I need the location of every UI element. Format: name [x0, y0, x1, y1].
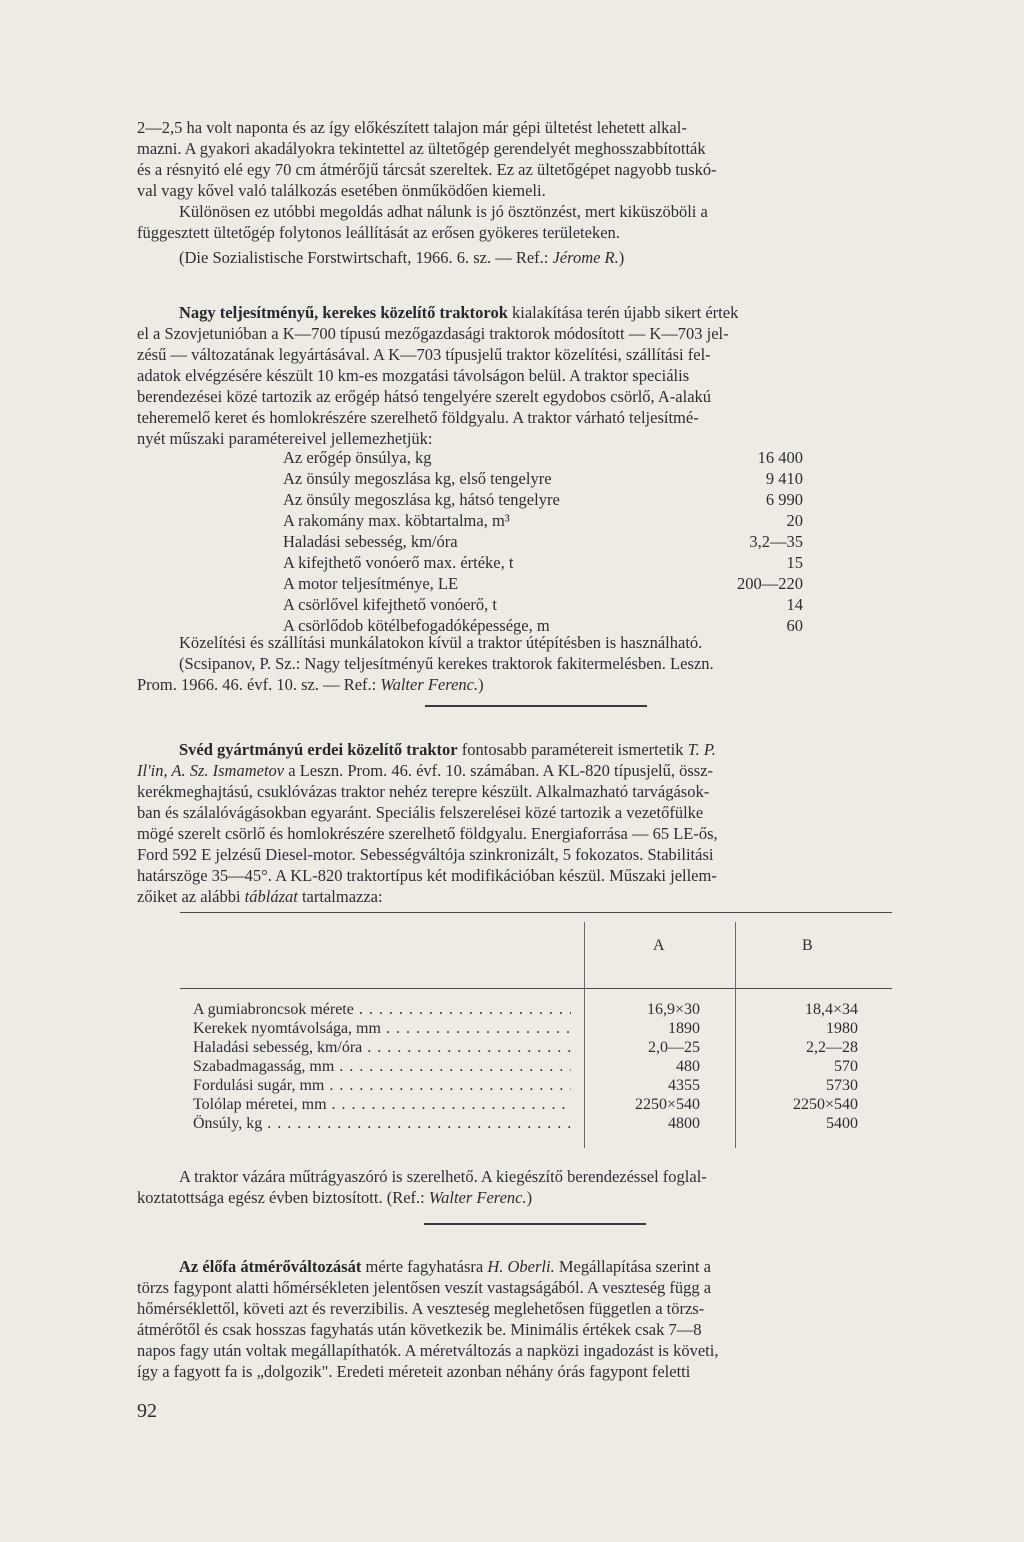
section-divider [424, 1223, 646, 1225]
article-4-line: átmérőtől és csak hosszas fagyhatás után következik be. Minimális értékek csak 7—8 [137, 1320, 702, 1339]
table-row [193, 1057, 873, 1076]
table-row [193, 1114, 873, 1133]
spec-value: 20 [786, 511, 803, 530]
article-2-line: adatok elvégzésére készült 10 km-es mozgatási távolságon belül. A traktor speciális [137, 366, 690, 385]
reference-text: (Die Sozialistische Forstwirtschaft, 1966. 6. sz. — Ref.: [179, 248, 553, 267]
article-2-line: el a Szovjetunióban a K—700 típusú mezőgazdasági traktorok módosított — K—703 jel- [137, 324, 729, 343]
spec-row [283, 489, 803, 510]
article-3-authors: Il'in, A. Sz. Ismametov [137, 761, 285, 780]
table-header-b: B [802, 937, 813, 954]
reference-text: koztatottsága egész évben biztosított. (Ref.: [137, 1188, 429, 1207]
article-3-line: határszöge 35—45°. A KL-820 traktortípus két modifikációban készül. Műszaki jellem- [137, 866, 717, 885]
reference-text: Prom. 1966. 46. évf. 10. sz. — Ref.: [137, 675, 381, 694]
article-2-line: nyét műszaki paramétereivel jellemezhetjük: [137, 429, 433, 448]
spec-label: A csörlővel kifejthető vonóerő, t [283, 595, 497, 614]
article-2-line: zésű — változatának legyártásával. A K—703 típusjelű traktor közelítési, szállítási fel- [137, 345, 711, 364]
reference-author: Jérome R. [552, 248, 619, 267]
spec-label: A motor teljesítménye, LE [283, 574, 459, 593]
table-row-label: Tolólap méretei, mm . . . [193, 1095, 571, 1114]
section-divider [425, 705, 647, 707]
article-1-para2-line: Különösen ez utóbbi megoldás adhat nálunk is jó ösztönzést, mert kiküszöböli a [179, 202, 708, 221]
spec-value: 15 [786, 553, 803, 572]
reference-author: Walter Ferenc. [428, 1188, 527, 1207]
article-4-line: hőmérséklettől, követi azt és reverzibilis. A veszteség meglehetősen független a törzs- [137, 1299, 705, 1318]
article-3 [137, 739, 934, 907]
reference-end: ) [618, 248, 625, 267]
article-3-line-text: zőiket az alábbi [137, 887, 245, 906]
table-top-rule [180, 912, 892, 913]
spec-value: 6 990 [765, 490, 803, 509]
article-3-title: Svéd gyártmányú erdei közelítő traktor [179, 740, 458, 759]
article-2-reference-line [137, 674, 934, 695]
table-cell-b: 2250×540 [792, 1096, 858, 1113]
article-3-italic: táblázat [244, 887, 298, 906]
table-header-rule [180, 988, 892, 989]
table-header-a: A [653, 937, 665, 954]
table-cell-a: 2250×540 [634, 1096, 700, 1113]
table-cell-b: 18,4×34 [804, 1001, 858, 1018]
table-row-label: Fordulási sugár, mm . . . [193, 1076, 571, 1095]
spec-label: Az önsúly megoszlása kg, első tengelyre [283, 469, 552, 488]
article-2-closing-line: Közelítési és szállítási munkálatokon kívül a traktor útépítésben is használható. [179, 633, 703, 652]
spec-value: 9 410 [765, 469, 803, 488]
article-2-line: berendezései közé tartozik az erőgép hátsó tengelyére szerelt egydobos csörlő, A-alakú [137, 387, 712, 406]
article-2-reference-line: (Scsipanov, P. Sz.: Nagy teljesítményű kerekes traktorok fakitermelésben. Leszn. [179, 654, 714, 673]
article-1-line: és a résnyitó elé egy 70 cm átmérőjű tárcsát szereltek. Ez az ültetőgépet nagyobb tuskó- [137, 160, 717, 179]
article-1-para2-line: függesztett ültetőgép folytonos leállítását az erősen gyökeres területeken. [137, 223, 620, 242]
article-3-line [137, 739, 934, 760]
article-3-line: mögé szerelt csörlő és homlokrészére szerelhető földgyalu. Energiaforrása — 65 LE-ős, [137, 824, 718, 843]
table-row-label: A gumiabroncsok mérete . . . [193, 1000, 571, 1019]
article-3-line [137, 886, 934, 907]
table-cell-b: 5400 [826, 1115, 858, 1132]
article-3-line: Ford 592 E jelzésű Diesel-motor. Sebességváltója szinkronizált, 5 fokozatos. Stabilitási [137, 845, 714, 864]
spec-row [283, 510, 803, 531]
spec-value: 60 [786, 616, 803, 635]
article-3-closing [137, 1166, 934, 1208]
spec-label: A kifejthető vonóerő max. értéke, t [283, 553, 514, 572]
table-cell-b: 570 [834, 1058, 858, 1075]
table-row-label: Kerekek nyomtávolsága, mm . . . [193, 1019, 571, 1038]
table-cell-a: 2,0—25 [648, 1039, 700, 1056]
spec-value: 200—220 [737, 574, 803, 593]
article-4-line: így a fagyott fa is „dolgozik". Eredeti méreteit azonban néhány órás fagypont feletti [137, 1362, 691, 1381]
article-4-title: Az élőfa átmérőváltozását [179, 1257, 362, 1276]
article-1 [137, 117, 934, 268]
article-4-author: H. Oberli. [487, 1257, 555, 1276]
table-row-label: Szabadmagasság, mm . . . [193, 1057, 571, 1076]
table-cell-a: 1890 [668, 1020, 700, 1037]
table-cell-b: 5730 [826, 1077, 858, 1094]
spec-label: Haladási sebesség, km/óra [283, 532, 458, 551]
spec-label: A csörlődob kötélbefogadóképessége, m [283, 616, 550, 635]
table-cell-a: 4800 [668, 1115, 700, 1132]
reference-end: ) [526, 1188, 533, 1207]
article-2-line-text: kialakítása terén újabb sikert értek [507, 303, 739, 322]
table-cell-b: 1980 [826, 1020, 858, 1037]
article-4 [137, 1256, 934, 1382]
article-3-line [137, 760, 934, 781]
article-4-line [137, 1256, 934, 1277]
article-3-authors: T. P. [687, 740, 716, 759]
article-3-line-text: tartalmazza: [297, 887, 383, 906]
article-3-line-text: a Leszn. Prom. 46. évf. 10. számában. A KL-820 típusjelű, össz- [284, 761, 714, 780]
article-4-line-text: Megállapítása szerint a [554, 1257, 711, 1276]
table-row-label: Haladási sebesség, km/óra . . . [193, 1038, 571, 1057]
article-1-line: 2—2,5 ha volt naponta és az így előkészített talajon már gépi ültetést lehetett alkal- [137, 118, 687, 137]
page-number: 92 [137, 1400, 157, 1422]
reference-end: ) [478, 675, 484, 694]
table-row [193, 1038, 873, 1057]
article-1-line: val vagy kővel való találkozás esetében önműködően kiemeli. [137, 181, 546, 200]
spec-row [283, 447, 803, 468]
spec-list [283, 447, 803, 636]
table-cell-a: 4355 [668, 1077, 700, 1094]
table-row [193, 1000, 873, 1019]
article-1-line: mazni. A gyakori akadályokra tekintettel az ültetőgép gerendelyét meghosszabbították [137, 139, 706, 158]
article-2 [137, 302, 934, 449]
table-row [193, 1019, 873, 1038]
article-2-line [137, 302, 934, 323]
table-row-label: Önsúly, kg . . . [193, 1114, 571, 1133]
spec-label: A rakomány max. köbtartalma, m³ [283, 511, 510, 530]
article-2-closing [137, 632, 934, 695]
spec-value: 16 400 [757, 448, 803, 467]
spec-label: Az erőgép önsúlya, kg [283, 448, 432, 467]
table-cell-a: 16,9×30 [646, 1001, 700, 1018]
reference-author: Walter Ferenc. [380, 675, 479, 694]
table-row [193, 1076, 873, 1095]
article-3-closing-line: A traktor vázára műtrágyaszóró is szerelhető. A kiegészítő berendezéssel foglal- [179, 1167, 707, 1186]
spec-row [283, 573, 803, 594]
article-2-title: Nagy teljesítményű, kerekes közelítő traktorok [179, 303, 508, 322]
article-3-line: kerékmeghajtású, csuklóvázas traktor nehéz terepre készült. Alkalmazható tarvágások- [137, 782, 710, 801]
table-row [193, 1095, 873, 1114]
article-3-closing-line [137, 1187, 934, 1208]
article-4-line-text: mérte fagyhatásra [361, 1257, 488, 1276]
spec-row [283, 531, 803, 552]
table-cell-b: 2,2—28 [806, 1039, 858, 1056]
article-4-line: napos fagy után voltak megállapíthatók. A méretváltozás a napközi ingadozást is követi, [137, 1341, 719, 1360]
spec-row [283, 552, 803, 573]
spec-label: Az önsúly megoszlása kg, hátsó tengelyre [283, 490, 560, 509]
spec-row [283, 468, 803, 489]
article-3-line: ban és szálalóvágásokban egyaránt. Speciális felszerelései közé tartozik a vezetőfülke [137, 803, 704, 822]
spec-value: 14 [786, 595, 803, 614]
article-3-line-text: fontosabb paramétereit ismertetik [457, 740, 688, 759]
table-cell-a: 480 [676, 1058, 700, 1075]
spec-value: 3,2—35 [749, 532, 803, 551]
spec-row [283, 594, 803, 615]
article-2-line: teheremelő keret és homlokrészére szerelhető földgyalu. A traktor várható teljesítmé- [137, 408, 699, 427]
article-1-reference [137, 247, 934, 268]
article-4-line: törzs fagypont alatti hőmérsékleten jelentősen veszít vastagságából. A veszteség függ a [137, 1278, 712, 1297]
